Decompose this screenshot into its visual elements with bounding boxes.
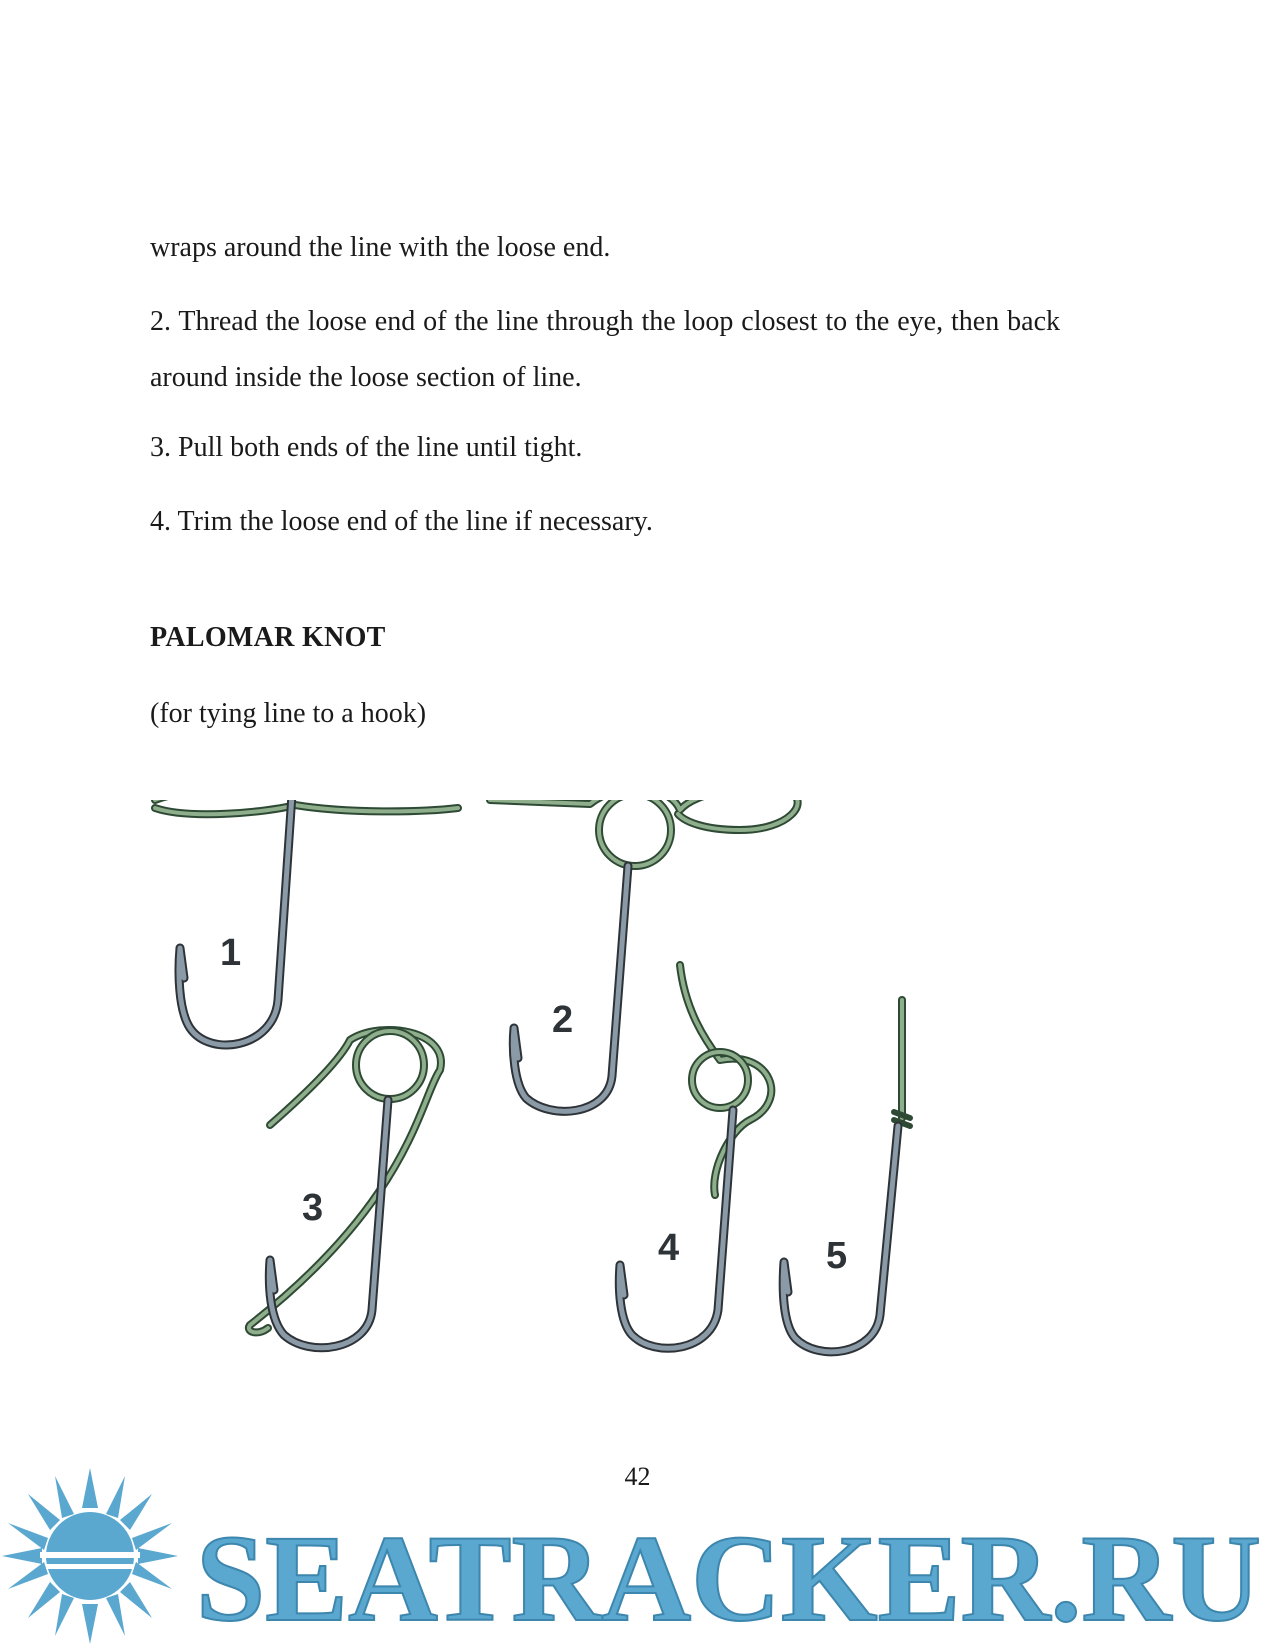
section-heading: PALOMAR KNOT: [150, 622, 386, 653]
palomar-knot-illustration: [150, 800, 1000, 1440]
paragraph-step-3: 3. Pull both ends of the line until tight.: [150, 432, 583, 463]
step-label-2: 2: [552, 999, 574, 1041]
sun-logo-icon: [2, 1468, 178, 1644]
paragraph-continuation: wraps around the line with the loose end.: [150, 232, 611, 263]
step-1-diagram: [155, 800, 458, 1045]
page-number: 42: [624, 1462, 651, 1491]
paragraph-step-2: 2. Thread the loose end of the line through the loop closest to the eye, then back around inside the loose section of line.: [150, 306, 1060, 393]
watermark-banner: [0, 1468, 1275, 1650]
watermark-text: SEATRACKER.RU: [196, 1510, 1261, 1647]
step-label-4: 4: [658, 1227, 680, 1269]
paragraph-step-4: 4. Trim the loose end of the line if necessary.: [150, 506, 653, 537]
step-label-5: 5: [826, 1235, 848, 1277]
section-subtitle: (for tying line to a hook): [150, 698, 427, 729]
step-3-diagram: [249, 1030, 441, 1348]
step-4-diagram: [619, 965, 771, 1348]
step-label-1: 1: [220, 932, 242, 974]
step-label-3: 3: [302, 1187, 324, 1229]
step-5-diagram: [783, 1000, 910, 1352]
